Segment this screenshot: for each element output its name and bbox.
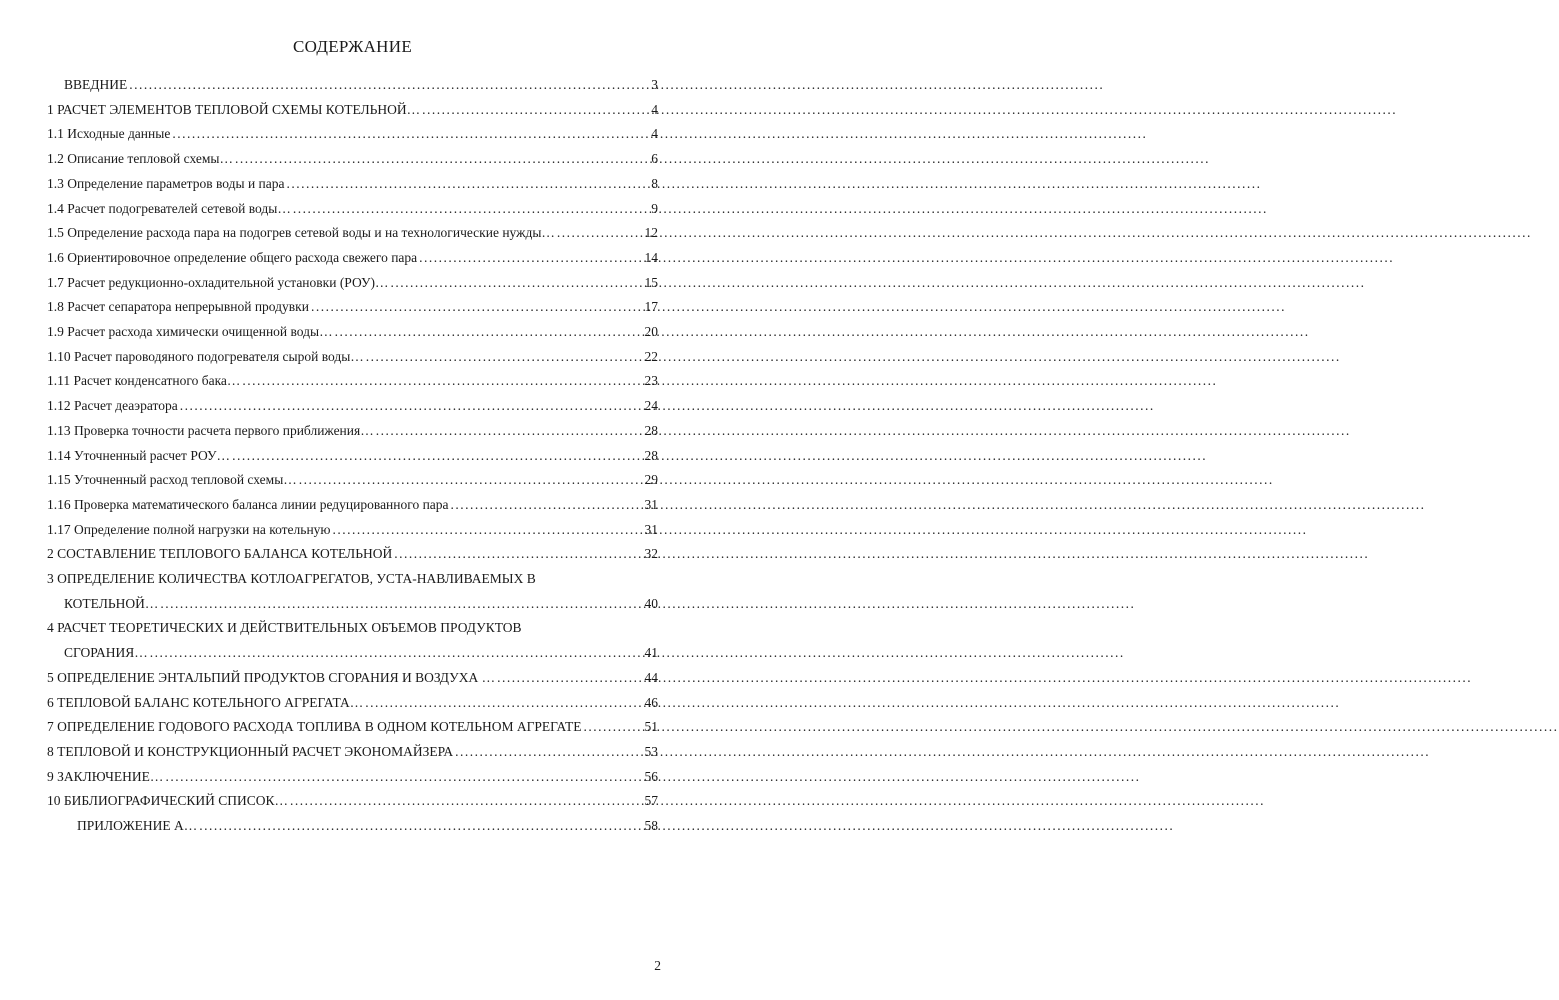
toc-entry-text: 1.13 Проверка точности расчета первого приближения… <box>47 422 374 438</box>
dot-leader <box>240 369 643 394</box>
toc-entry-text: 7 ОПРЕДЕЛЕНИЕ ГОДОВОГО РАСХОДА ТОПЛИВА В ОДНОМ КОТЕЛЬНОМ АГРЕГАТЕ <box>47 719 582 735</box>
toc-entry-page: 58 <box>644 818 658 834</box>
toc-entry-text: КОТЕЛЬНОЙ… <box>64 595 159 611</box>
toc-entry-page: 51 <box>644 719 658 735</box>
dot-leader <box>363 691 643 716</box>
toc-entry-page: 17 <box>644 299 658 315</box>
toc-entry <box>47 715 658 740</box>
toc-entry-page: 3 <box>651 77 658 92</box>
page-title: СОДЕРЖАНИЕ <box>292 37 413 56</box>
toc-entry-text: ПРИЛОЖЕНИЕ А… <box>77 818 198 834</box>
toc-entry-page: 4 <box>651 126 658 142</box>
toc-entry-page: 8 <box>651 175 658 191</box>
toc-entry-text: 1.11 Расчет конденсатного бака… <box>47 373 241 389</box>
toc-entry-text: 1.8 Расчет сепаратора непрерывной продувки <box>47 299 309 315</box>
toc-entry-text: 8 ТЕПЛОВОЙ И КОНСТРУКЦИОННЫЙ РАСЧЕТ ЭКОНОМАЙЗЕРА <box>47 743 454 759</box>
toc-entry <box>47 592 658 617</box>
toc-entry <box>47 616 658 641</box>
toc-entry-page: 44 <box>644 669 658 685</box>
toc-entry-page: 31 <box>644 496 658 512</box>
dot-leader <box>127 73 650 98</box>
toc-entry <box>47 147 658 172</box>
toc-entry <box>47 246 658 271</box>
dot-leader <box>291 197 650 222</box>
toc-entry <box>47 345 658 370</box>
toc-entry <box>47 691 658 716</box>
toc-entry-page: 28 <box>644 422 658 438</box>
toc-entry-page: 15 <box>644 274 658 290</box>
toc-entry-text: 1.15 Уточненный расход тепловой схемы… <box>47 472 297 488</box>
toc-entry-text: 3 ОПРЕДЕЛЕНИЕ КОЛИЧЕСТВА КОТЛОАГРЕГАТОВ, УСТА-НАВЛИВАЕМЫХ В <box>47 571 536 587</box>
toc-entry-page: 14 <box>644 249 658 265</box>
dot-leader <box>197 814 643 839</box>
dot-leader <box>163 765 643 790</box>
toc-entry-page: 40 <box>644 595 658 611</box>
toc-entry <box>47 444 658 469</box>
toc-entry-page: 4 <box>651 101 658 117</box>
toc-entry <box>47 740 658 765</box>
toc-entry <box>47 98 658 123</box>
dot-leader <box>417 246 643 271</box>
toc-entry-page: 32 <box>644 546 658 562</box>
toc-entry-text: 2 СОСТАВЛЕНИЕ ТЕПЛОВОГО БАЛАНСА КОТЕЛЬНОЙ <box>47 546 393 562</box>
toc-entry-text: 1.9 Расчет расхода химически очищенной воды… <box>47 324 333 340</box>
dot-leader <box>582 715 644 740</box>
toc-entry-text: 1.1 Исходные данные <box>47 126 171 142</box>
toc-entry-text: 1.14 Уточненный расчет РОУ… <box>47 447 231 463</box>
toc-entry-text: 1.16 Проверка математического баланса линии редуцированного пара <box>47 496 449 512</box>
dot-leader <box>309 295 644 320</box>
dot-leader <box>148 641 644 666</box>
toc-entry-page: 57 <box>644 793 658 809</box>
toc-entry-text: 10 БИБЛИОГРАФИЧЕСКИЙ СПИСОК… <box>47 793 289 809</box>
dot-leader <box>333 320 644 345</box>
toc-entry-text: 1.3 Определение параметров воды и пара <box>47 175 285 191</box>
toc-entry-text: 1.10 Расчет пароводяного подогревателя сырой воды… <box>47 348 364 364</box>
toc-entry-text: 5 ОПРЕДЕЛЕНИЕ ЭНТАЛЬПИЙ ПРОДУКТОВ СГОРАНИЯ И ВОЗДУХА … <box>47 669 496 685</box>
toc-entry-text: 4 РАСЧЕТ ТЕОРЕТИЧЕСКИХ И ДЕЙСТВИТЕЛЬНЫХ ОБЪЕМОВ ПРОДУКТОВ <box>47 620 522 636</box>
toc-entry-text: 1.7 Расчет редукционно-охладительной установки (РОУ)… <box>47 274 389 290</box>
toc-entry-text: 1.5 Определение расхода пара на подогрев сетевой воды и на технологические нужды… <box>47 225 555 241</box>
toc-entry <box>47 419 658 444</box>
toc-entry-text: 9 ЗАКЛЮЧЕНИЕ… <box>47 768 164 784</box>
toc-entry-text: 1.2 Описание тепловой схемы… <box>47 151 233 167</box>
toc-entry <box>47 271 658 296</box>
toc-entry-page: 12 <box>644 225 658 241</box>
toc-entry-text: ВВЕДНИЕ <box>64 77 128 92</box>
toc-entry <box>47 814 658 839</box>
toc-entry <box>47 542 658 567</box>
toc-entry-page: 6 <box>651 151 658 167</box>
toc-entry-text: 1.12 Расчет деаэратора <box>47 398 178 414</box>
dot-leader <box>170 122 650 147</box>
dot-leader <box>297 468 644 493</box>
toc-entry-text: 6 ТЕПЛОВОЙ БАЛАНС КОТЕЛЬНОГО АГРЕГАТА… <box>47 694 364 710</box>
toc-entry-page: 9 <box>651 200 658 216</box>
toc-entry <box>47 320 658 345</box>
toc-entry-text: СГОРАНИЯ… <box>64 645 148 661</box>
dot-leader <box>495 666 643 691</box>
toc-list <box>47 73 658 839</box>
toc-entry-page: 53 <box>644 743 658 759</box>
dot-leader <box>233 147 650 172</box>
toc-entry <box>47 197 658 222</box>
toc-entry-page: 41 <box>644 645 658 661</box>
toc-entry <box>47 567 658 592</box>
toc-entry <box>47 765 658 790</box>
toc-entry <box>47 518 658 543</box>
toc-entry-text: 1.6 Ориентировочное определение общего расхода свежего пара <box>47 249 418 265</box>
toc-entry <box>47 789 658 814</box>
toc-entry-page: 22 <box>644 348 658 364</box>
toc-entry-text: 1.4 Расчет подогревателей сетевой воды… <box>47 200 291 216</box>
toc-entry <box>47 295 658 320</box>
toc-entry-page: 46 <box>644 694 658 710</box>
dot-leader <box>453 740 643 765</box>
dot-leader <box>285 172 651 197</box>
toc-entry-page: 29 <box>644 472 658 488</box>
toc-entry-text: 1 РАСЧЕТ ЭЛЕМЕНТОВ ТЕПЛОВОЙ СХЕМЫ КОТЕЛЬНОЙ… <box>47 101 421 117</box>
toc-entry-text: 1.17 Определение полной нагрузки на котельную <box>47 521 331 537</box>
dot-leader <box>449 493 644 518</box>
toc-entry <box>47 493 658 518</box>
toc-entry-page: 31 <box>644 521 658 537</box>
toc-entry <box>47 394 658 419</box>
dot-leader <box>364 345 644 370</box>
toc-entry <box>47 666 658 691</box>
toc-entry <box>47 641 658 666</box>
toc-entry-page: 23 <box>644 373 658 389</box>
dot-leader <box>389 271 644 296</box>
toc-entry <box>47 172 658 197</box>
dot-leader <box>392 542 643 567</box>
dot-leader <box>178 394 644 419</box>
dot-leader <box>374 419 644 444</box>
toc-entry <box>47 221 658 246</box>
toc-entry-page: 20 <box>644 324 658 340</box>
toc-entry <box>47 468 658 493</box>
toc-entry <box>47 73 658 98</box>
dot-leader <box>331 518 644 543</box>
footer-page-number: 2 <box>654 958 661 973</box>
dot-leader <box>158 592 643 617</box>
toc-entry-page: 28 <box>644 447 658 463</box>
toc-entry-page: 24 <box>644 398 658 414</box>
dot-leader <box>555 221 644 246</box>
dot-leader <box>288 789 643 814</box>
toc-entry <box>47 369 658 394</box>
document-page <box>0 0 708 1000</box>
toc-entry-page: 56 <box>644 768 658 784</box>
dot-leader <box>230 444 643 469</box>
toc-entry <box>47 122 658 147</box>
dot-leader <box>420 98 650 123</box>
